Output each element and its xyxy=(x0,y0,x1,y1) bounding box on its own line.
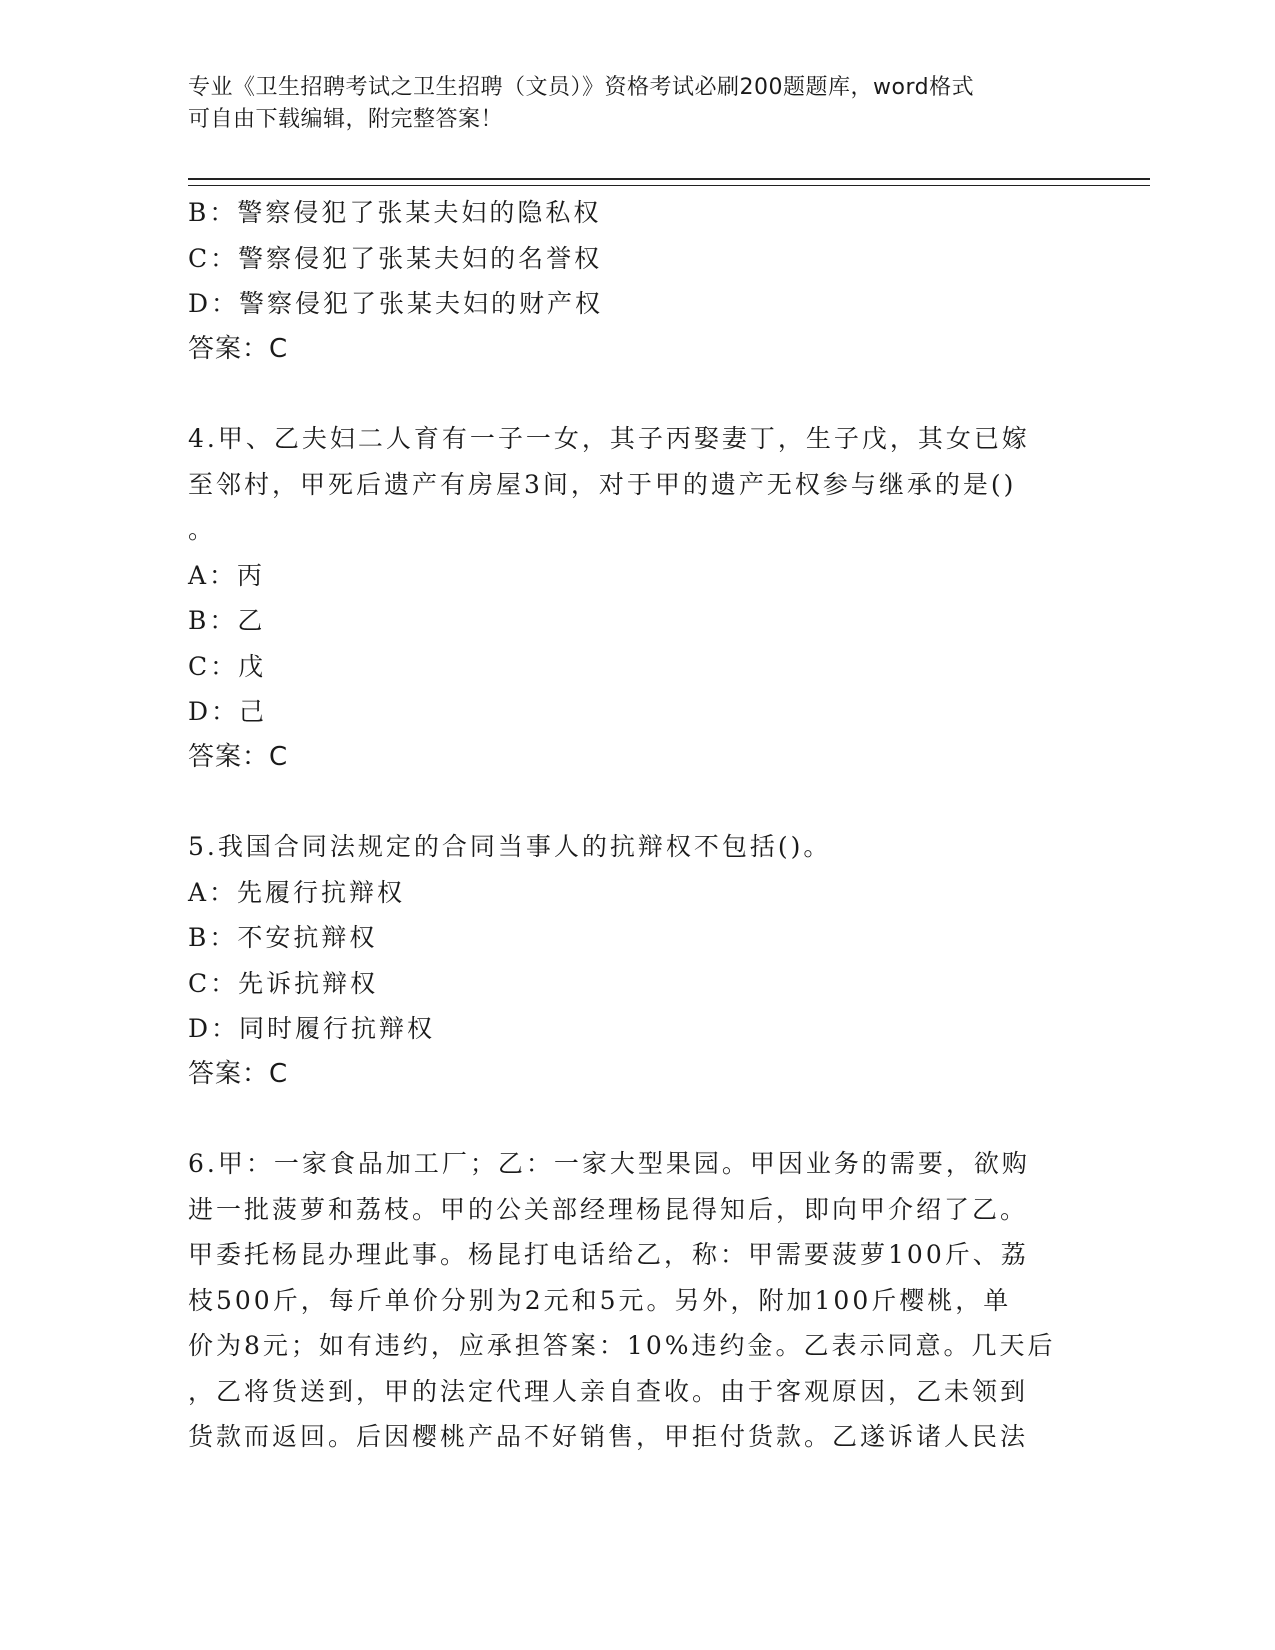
question-text-line: 进一批菠萝和荔枝。甲的公关部经理杨昆得知后，即向甲介绍了乙。 xyxy=(188,1194,1029,1224)
answer-line: 答案：C xyxy=(188,1058,289,1089)
answer-line: 答案：C xyxy=(188,741,289,772)
question-text-line: 5.我国合同法规定的合同当事人的抗辩权不包括()。 xyxy=(188,832,832,861)
question-3-tail xyxy=(188,190,1088,372)
option-c: C：警察侵犯了张某夫妇的名誉权 xyxy=(188,243,603,273)
question-text-line: 甲委托杨昆办理此事。杨昆打电话给乙，称：甲需要菠萝100斤、荔 xyxy=(188,1240,1029,1269)
header-divider-thick xyxy=(188,178,1150,180)
option-a: A：先履行抗辩权 xyxy=(188,877,406,907)
header-line-2: 可自由下载编辑，附完整答案！ xyxy=(188,107,504,132)
question-text-line: 至邻村，甲死后遗产有房屋3间，对于甲的遗产无权参与继承的是() xyxy=(188,469,1017,499)
question-text-line: ，乙将货送到，甲的法定代理人亲自查收。由于客观原因，乙未领到 xyxy=(188,1376,1029,1406)
spacer xyxy=(188,1097,1088,1141)
option-b: B：不安抗辩权 xyxy=(188,923,378,952)
option-b: B：乙 xyxy=(188,606,266,635)
question-text-line: 价为8元；如有违约，应承担答案：10%违约金。乙表示同意。几天后 xyxy=(188,1331,1056,1360)
option-d: D：警察侵犯了张某夫妇的财产权 xyxy=(188,289,604,318)
question-text-line: 。 xyxy=(188,515,217,544)
question-text-line: 6.甲：一家食品加工厂；乙：一家大型果园。甲因业务的需要，欲购 xyxy=(188,1149,1030,1178)
option-d: D：己 xyxy=(188,697,268,726)
header-divider-thin xyxy=(188,185,1150,186)
option-b: B：警察侵犯了张某夫妇的隐私权 xyxy=(188,198,602,227)
option-c: C：戊 xyxy=(188,651,267,681)
header-line-1: 专业《卫生招聘考试之卫生招聘（文员）》资格考试必刷200题题库，word格式 xyxy=(188,75,975,100)
question-text-line: 货款而返回。后因樱桃产品不好销售，甲拒付货款。乙遂诉诸人民法 xyxy=(188,1422,1029,1451)
spacer xyxy=(188,372,1088,416)
question-6 xyxy=(188,1141,1088,1460)
question-4 xyxy=(188,416,1088,780)
question-text-line: 枝500斤，每斤单价分别为2元和5元。另外，附加100斤樱桃，单 xyxy=(188,1285,1012,1315)
spacer xyxy=(188,780,1088,824)
question-text-line: 4.甲、乙夫妇二人育有一子一女，其子丙娶妻丁，生子戊，其女已嫁 xyxy=(188,424,1030,453)
option-c: C：先诉抗辩权 xyxy=(188,968,379,998)
document-body xyxy=(188,190,1088,1460)
option-d: D：同时履行抗辩权 xyxy=(188,1014,436,1043)
document-header xyxy=(188,72,1068,136)
answer-line: 答案：C xyxy=(188,333,289,364)
question-5 xyxy=(188,824,1088,1097)
option-a: A：丙 xyxy=(188,560,266,590)
